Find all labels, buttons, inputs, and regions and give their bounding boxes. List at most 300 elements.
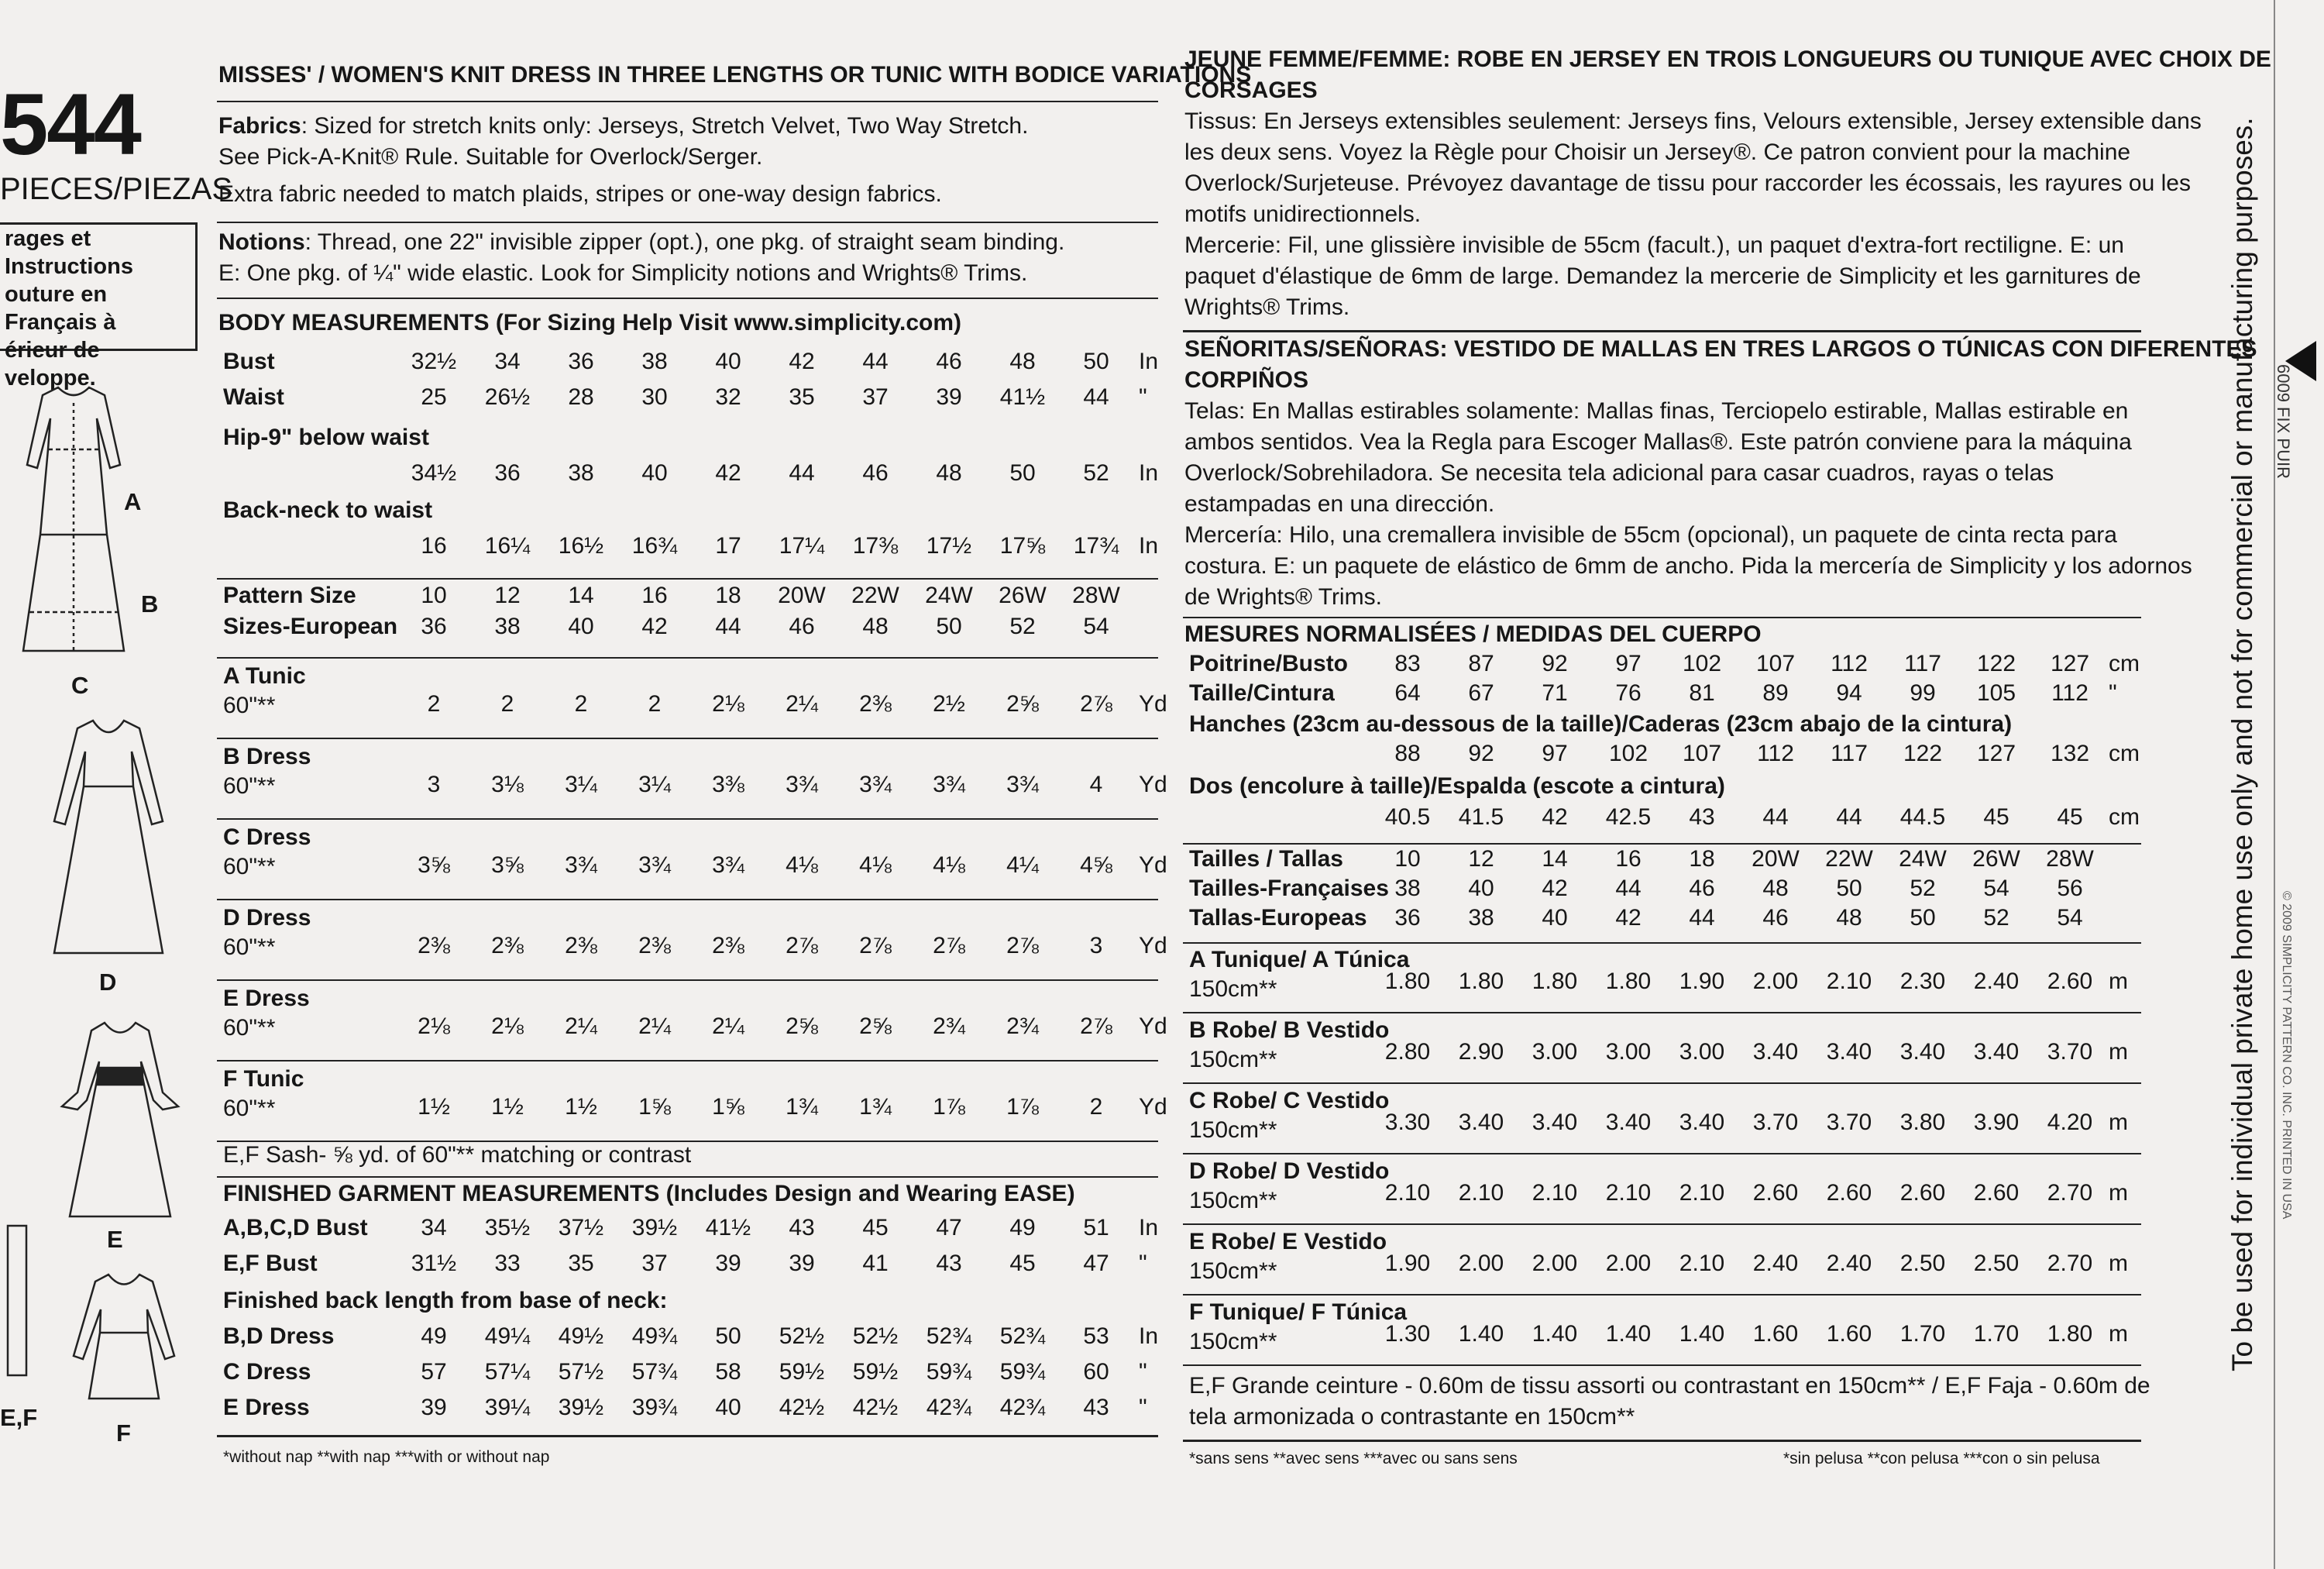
tallas-europeas-row-value: 54: [2057, 905, 2083, 931]
pelusa-footnote: *sin pelusa **con pelusa ***con o sin pelusa: [1783, 1450, 2100, 1467]
hip-row-value: 36: [494, 460, 521, 486]
hanches-row-value: 127: [1976, 741, 2016, 766]
back-neck-row-value: 17¼: [779, 533, 825, 559]
tailles-row: [1183, 846, 2141, 877]
telas-line-2: ambos sentidos. Vea la Regla para Escoger Mallas®. Este patrón conviene para la máquina: [1184, 429, 2132, 455]
tailles-francaises-row-value: 50: [1836, 876, 1862, 901]
european-size-row-value: 54: [1083, 614, 1109, 639]
abcd-bust-row-value: 39½: [631, 1215, 678, 1240]
bd-dress-row: [217, 1323, 1158, 1354]
taille-row-value: 64: [1394, 680, 1421, 706]
tailles-row-value: 20W: [1752, 846, 1800, 872]
metrage-row-value: 1.60: [1752, 1321, 1799, 1347]
yardage-row-value: 3⅝: [491, 852, 524, 878]
metrage-row-value: 3.90: [1973, 1110, 2020, 1135]
metrage-row-unit: m: [2109, 1251, 2128, 1276]
view-letter-f: F: [116, 1419, 131, 1447]
waist-row-value: 35: [789, 384, 815, 410]
poitrine-row-value: 102: [1682, 651, 1722, 676]
ef-bust-row-value: 47: [1083, 1251, 1109, 1276]
notions-text: : Thread, one 22" invisible zipper (opt.), one pkg. of straight seam binding.: [304, 229, 1065, 255]
yardage-row-value: 2¼: [712, 1013, 744, 1039]
tallas-europeas-row-value: 42: [1615, 905, 1642, 931]
e-dress-row-value: 42¾: [999, 1395, 1046, 1420]
divider: [217, 818, 1158, 820]
metrage-row-value: 2.60: [1899, 1180, 1946, 1206]
waist-row-value: 28: [568, 384, 594, 410]
bust-row-value: 36: [568, 349, 594, 374]
telas-line-3: Overlock/Sobrehiladora. Se necesita tela adicional para casar cuadros, rayas o telas: [1184, 460, 2054, 486]
merceria-line-1: Mercería: Hilo, una cremallera invisible de 55cm (opcional), un paquete de cinta recta para: [1184, 522, 2117, 548]
yardage-row-value: 4⅝: [1080, 852, 1112, 878]
fabrics-line-2: See Pick-A-Knit® Rule. Suitable for Overlock/Serger.: [218, 144, 763, 170]
waist-row-value: 25: [421, 384, 447, 410]
fabrics-label: Fabrics: [218, 113, 301, 139]
divider: [1183, 1440, 2141, 1442]
tallas-europeas-row-value: 52: [1983, 905, 2009, 931]
poitrine-row-unit: cm: [2109, 651, 2140, 676]
ef-bust-row-value: 39: [715, 1251, 741, 1276]
metrage-row-value: 1.70: [1899, 1321, 1946, 1347]
metrage-row-value: 1.40: [1458, 1321, 1504, 1347]
metrage-row-value: 4.20: [2047, 1110, 2093, 1135]
fabrics-line-3: Extra fabric needed to match plaids, stripes or one-way design fabrics.: [218, 181, 942, 207]
metrage-row-value: 2.10: [1384, 1180, 1431, 1206]
poitrine-row-label: Poitrine/Busto: [1189, 651, 1349, 676]
dos-row-value: 40.5: [1384, 804, 1431, 830]
tallas-europeas-row-value: 44: [1689, 905, 1715, 931]
metrage-row: [1183, 1110, 2141, 1141]
european-size-row-value: 40: [568, 614, 594, 639]
yardage-row-value: 2¼: [638, 1013, 671, 1039]
poitrine-row-value: 122: [1976, 651, 2016, 676]
yardage-row-value: 3¾: [638, 852, 671, 878]
mercerie-line-1: Mercerie: Fil, une glissière invisible de 55cm (facult.), un paquet d'extra-fort rectiligne. E: un: [1184, 232, 2124, 258]
dos-row: [1183, 804, 2141, 835]
divider: [217, 899, 1158, 900]
yardage-row-unit: Yd: [1139, 1013, 1167, 1039]
ef-bust-row-value: 41: [862, 1251, 889, 1276]
c-dress-row-value: 59¾: [926, 1359, 972, 1385]
yardage-row-value: 2⅛: [712, 691, 744, 717]
hanches-row-value: 112: [1757, 741, 1794, 766]
hip-row-value: 40: [641, 460, 668, 486]
yardage-view-label: E Dress: [223, 986, 310, 1011]
abcd-bust-row-value: 37½: [558, 1215, 604, 1240]
mercerie-line-2: paquet d'élastique de 6mm de large. Demandez la mercerie de Simplicity et les garnitures de: [1184, 263, 2141, 289]
taille-row-label: Taille/Cintura: [1189, 680, 1335, 706]
european-size-row-value: 52: [1009, 614, 1036, 639]
metrage-row-value: 2.10: [1679, 1251, 1725, 1276]
yardage-row-value: 2: [1089, 1094, 1103, 1120]
yardage-view-label: B Dress: [223, 744, 311, 769]
poitrine-row-value: 87: [1468, 651, 1494, 676]
pieces-label: PIECES/PIEZAS: [0, 172, 233, 206]
bust-row-label: Bust: [223, 349, 275, 374]
metrage-view-label: E Robe/ E Vestido: [1189, 1229, 1387, 1254]
waist-row-value: 39: [936, 384, 962, 410]
metrage-row-value: 2.60: [2047, 969, 2093, 994]
abcd-bust-row-value: 51: [1083, 1215, 1109, 1240]
divider: [217, 222, 1158, 223]
metrage-row-value: 3.70: [2047, 1039, 2093, 1065]
notions-line: [218, 228, 1064, 257]
tallas-europeas-row-value: 50: [1910, 905, 1936, 931]
metrage-view-label: F Tunique/ F Túnica: [1189, 1299, 1408, 1325]
yardage-row-value: 2⅞: [933, 933, 965, 958]
metrage-row-unit: m: [2109, 1180, 2128, 1206]
bust-row-value: 48: [1009, 349, 1036, 374]
tailles-francaises-row-value: 48: [1762, 876, 1789, 901]
pattern-size-row-value: 26W: [999, 583, 1047, 608]
divider: [1183, 1082, 2141, 1084]
ef-bust-row-value: 33: [494, 1251, 521, 1276]
tailles-francaises-row-value: 44: [1615, 876, 1642, 901]
view-letter-d: D: [99, 969, 117, 996]
e-dress-row-value: 40: [715, 1395, 741, 1420]
tallas-europeas-row-value: 40: [1542, 905, 1568, 931]
tailles-francaises-row-value: 54: [1983, 876, 2009, 901]
tailles-row-value: 12: [1468, 846, 1494, 872]
yardage-row-unit: Yd: [1139, 1094, 1167, 1120]
e-dress-row-value: 43: [1083, 1395, 1109, 1420]
metric-measurements-header: MESURES NORMALISÉES / MEDIDAS DEL CUERPO: [1184, 621, 1762, 647]
metrage-row-value: 1.80: [1605, 969, 1652, 994]
yardage-row-value: 2¾: [933, 1013, 965, 1039]
divider: [1183, 1364, 2141, 1366]
english-title: MISSES' / WOMEN'S KNIT DRESS IN THREE LENGTHS OR TUNIC WITH BODICE VARIATIONS: [218, 62, 1252, 88]
envelope-edge: [2274, 0, 2275, 1569]
c-dress-row-value: 57¼: [484, 1359, 531, 1385]
divider: [217, 979, 1158, 981]
metrage-row-value: 1.90: [1679, 969, 1725, 994]
abcd-bust-row-value: 47: [936, 1215, 962, 1240]
e-dress-row-value: 39: [421, 1395, 447, 1420]
metrage-row-unit: m: [2109, 1039, 2128, 1065]
hanches-row: [1183, 741, 2141, 772]
french-title-1: JEUNE FEMME/FEMME: ROBE EN JERSEY EN TROIS LONGUEURS OU TUNIQUE AVEC CHOIX DE: [1184, 46, 2271, 72]
bd-dress-row-value: 50: [715, 1323, 741, 1349]
french-instructions-box: [0, 222, 198, 391]
hanches-row-value: 107: [1682, 741, 1722, 766]
metrage-row-value: 2.50: [1973, 1251, 2020, 1276]
hanches-row-unit: cm: [2109, 741, 2140, 766]
yardage-row-value: 3¼: [638, 772, 671, 797]
ef-bust-row-value: 45: [1009, 1251, 1036, 1276]
yardage-row-value: 2: [648, 691, 662, 717]
waist-row-value: 30: [641, 384, 668, 410]
divider: [217, 738, 1158, 739]
yardage-row: [217, 772, 1167, 803]
metrage-row-value: 1.70: [1973, 1321, 2020, 1347]
pattern-size-row-value: 22W: [851, 583, 899, 608]
tailles-francaises-row-value: 46: [1689, 876, 1715, 901]
abcd-bust-row-value: 43: [789, 1215, 815, 1240]
hip-row-value: 38: [568, 460, 594, 486]
body-measurements-header: BODY MEASUREMENTS (For Sizing Help Visit www.simplicity.com): [218, 310, 962, 335]
dos-label: Dos (encolure à taille)/Espalda (escote a cintura): [1189, 773, 1725, 799]
hanches-label: Hanches (23cm au-dessous de la taille)/Caderas (23cm abajo de la cintura): [1189, 711, 2013, 737]
divider: [1183, 1294, 2141, 1295]
copyright-line: © 2009 SIMPLICITY PATTERN CO. INC. PRINTED IN USA: [2280, 891, 2293, 1220]
ef-bust-row-value: 37: [641, 1251, 668, 1276]
pattern-size-row-value: 20W: [778, 583, 826, 608]
back-neck-row: [217, 533, 1158, 564]
tailles-row-value: 10: [1394, 846, 1421, 872]
european-size-row-value: 46: [789, 614, 815, 639]
metrage-row: [1183, 1321, 2141, 1352]
dos-row-unit: cm: [2109, 804, 2140, 830]
yardage-row-value: 3⅝: [418, 852, 450, 878]
taille-row-value: 105: [1976, 680, 2016, 706]
metrage-view-label: C Robe/ C Vestido: [1189, 1088, 1390, 1113]
yardage-row-value: 4⅛: [933, 852, 965, 878]
dos-row-value: 44: [1762, 804, 1789, 830]
hip-row-value: 44: [789, 460, 815, 486]
metrage-row-value: 1.80: [2047, 1321, 2093, 1347]
hip-label: Hip-9" below waist: [223, 425, 429, 450]
metrage-row-value: 2.60: [1973, 1180, 2020, 1206]
merceria-line-2: costura. E: un paquete de elástico de 6mm de ancho. Pida la mercería de Simplicity y los adornos: [1184, 553, 2192, 579]
c-dress-row: [217, 1359, 1158, 1390]
back-neck-label: Back-neck to waist: [223, 497, 433, 523]
hip-row-value: 34½: [411, 460, 457, 486]
e-dress-row-value: 39½: [558, 1395, 604, 1420]
yardage-fabric-width: 60"**: [223, 773, 276, 799]
divider: [1183, 1153, 2141, 1154]
yardage-fabric-width: 60"**: [223, 934, 276, 960]
european-size-row-value: 50: [936, 614, 962, 639]
yardage-row-value: 3¼: [565, 772, 597, 797]
bust-row-value: 46: [936, 349, 962, 374]
taille-row-value: 89: [1762, 680, 1789, 706]
yardage-row-value: 4⅛: [859, 852, 892, 878]
e-dress-row-value: 42¾: [926, 1395, 972, 1420]
metrage-row-value: 2.70: [2047, 1251, 2093, 1276]
bd-dress-row-value: 49½: [558, 1323, 604, 1349]
tailles-francaises-row-value: 38: [1394, 876, 1421, 901]
metrage-row-value: 3.40: [1973, 1039, 2020, 1065]
metrage-row-value: 2.50: [1899, 1251, 1946, 1276]
metrage-row: [1183, 1039, 2141, 1070]
c-dress-row-value: 60: [1083, 1359, 1109, 1385]
lang-box-line: rages et Instructions: [5, 226, 133, 279]
taille-row-unit: ": [2109, 680, 2117, 706]
pattern-size-row-value: 16: [641, 583, 668, 608]
yardage-row-value: 3⅜: [712, 772, 744, 797]
nap-footnote: *without nap **with nap ***with or without nap: [223, 1448, 550, 1466]
tallas-europeas-row: [1183, 905, 2141, 936]
tissus-line-3: Overlock/Surjeteuse. Prévoyez davantage de tissu pour raccorder les écossais, les rayures ou les: [1184, 170, 2191, 196]
waist-row-label: Waist: [223, 384, 284, 410]
tailles-row-value: 26W: [1972, 846, 2020, 872]
bd-dress-row-unit: In: [1139, 1323, 1159, 1349]
hanches-row-value: 97: [1542, 741, 1568, 766]
merceria-line-3: de Wrights® Trims.: [1184, 584, 1382, 610]
waist-row: [217, 384, 1158, 415]
back-neck-row-value: 16¼: [484, 533, 531, 559]
metrage-row-value: 3.70: [1752, 1110, 1799, 1135]
notions-line-2: E: One pkg. of ¼" wide elastic. Look for Simplicity notions and Wrights® Trims.: [218, 260, 1028, 286]
poitrine-row-value: 97: [1615, 651, 1642, 676]
metrage-row-unit: m: [2109, 1321, 2128, 1347]
metrage-fabric-width: 150cm**: [1189, 1047, 1277, 1072]
metrage-row-value: 3.70: [1826, 1110, 1872, 1135]
metrage-row-value: 2.40: [1973, 969, 2020, 994]
divider: [217, 578, 1158, 580]
metrage-row-value: 1.80: [1532, 969, 1578, 994]
yardage-row-value: 2⅞: [1080, 691, 1112, 717]
notions-label: Notions: [218, 229, 305, 255]
divider: [1183, 330, 2141, 332]
hip-row-value: 48: [936, 460, 962, 486]
metrage-row-value: 1.60: [1826, 1321, 1872, 1347]
yardage-row-value: 2⅜: [638, 933, 671, 958]
yardage-row-value: 2: [500, 691, 514, 717]
divider: [217, 1176, 1158, 1178]
finished-measurements-header: FINISHED GARMENT MEASUREMENTS (Includes Design and Wearing EASE): [223, 1181, 1075, 1206]
back-neck-row-value: 16: [421, 533, 447, 559]
view-letter-e: E: [107, 1226, 123, 1253]
yardage-row-value: 1½: [491, 1094, 524, 1120]
metrage-row-value: 1.80: [1458, 969, 1504, 994]
tailles-row-label: Tailles / Tallas: [1189, 846, 1343, 872]
yardage-row-value: 4⅛: [786, 852, 818, 878]
abcd-bust-row: [217, 1215, 1158, 1246]
envelope-left-strip: [0, 0, 233, 1569]
pattern-number: 544: [0, 76, 140, 173]
ef-bust-row-label: E,F Bust: [223, 1251, 318, 1276]
tailles-row-value: 16: [1615, 846, 1642, 872]
yardage-row-value: 2: [574, 691, 588, 717]
poitrine-row-value: 92: [1542, 651, 1568, 676]
bust-row-value: 44: [862, 349, 889, 374]
bd-dress-row-value: 49: [421, 1323, 447, 1349]
poitrine-row-value: 83: [1394, 651, 1421, 676]
e-dress-row-unit: ": [1139, 1395, 1147, 1420]
divider: [1183, 843, 2141, 845]
metrage-view-label: D Robe/ D Vestido: [1189, 1158, 1390, 1184]
dos-row-value: 41.5: [1458, 804, 1504, 830]
yardage-row-value: 3⅛: [491, 772, 524, 797]
view-letter-ef: E,F: [0, 1404, 38, 1431]
yardage-row-value: 2¼: [565, 1013, 597, 1039]
poitrine-row: [1183, 651, 2141, 682]
european-size-row: [217, 614, 1158, 645]
ceinture-line-2: tela armonizada o contrastante en 150cm**: [1189, 1404, 1635, 1430]
bd-dress-row-value: 52¾: [999, 1323, 1046, 1349]
waist-row-unit: ": [1139, 384, 1147, 410]
yardage-row-value: 3: [1089, 933, 1103, 958]
pattern-size-row-value: 18: [715, 583, 741, 608]
yardage-row-unit: Yd: [1139, 933, 1167, 958]
ef-bust-row-value: 31½: [411, 1251, 457, 1276]
dos-row-value: 42: [1542, 804, 1568, 830]
telas-line-1: Telas: En Mallas estirables solamente: Mallas finas, Terciopelo estirable, Mallas estirable en: [1184, 398, 2129, 424]
tallas-europeas-row-value: 48: [1836, 905, 1862, 931]
taille-row-value: 112: [2051, 680, 2089, 706]
divider: [217, 1060, 1158, 1061]
back-neck-row-value: 17¾: [1073, 533, 1119, 559]
metrage-row-value: 3.00: [1532, 1039, 1578, 1065]
pattern-size-row-value: 28W: [1072, 583, 1120, 608]
tailles-francaises-row-value: 42: [1542, 876, 1568, 901]
metrage-row-value: 1.80: [1384, 969, 1431, 994]
tailles-row-value: 14: [1542, 846, 1568, 872]
metrage-row-value: 2.00: [1532, 1251, 1578, 1276]
c-dress-row-value: 59½: [779, 1359, 825, 1385]
yardage-view-label: C Dress: [223, 824, 311, 850]
yardage-row-value: 2⅝: [786, 1013, 818, 1039]
tallas-europeas-row-label: Tallas-Europeas: [1189, 905, 1367, 931]
abcd-bust-row-label: A,B,C,D Bust: [223, 1215, 368, 1240]
fabrics-line: [218, 112, 1028, 141]
metrage-fabric-width: 150cm**: [1189, 1188, 1277, 1213]
yardage-fabric-width: 60"**: [223, 854, 276, 879]
fabrics-text: : Sized for stretch knits only: Jerseys, Stretch Velvet, Two Way Stretch.: [301, 113, 1029, 139]
european-size-row-label: Sizes-European: [223, 614, 398, 639]
yardage-row: [217, 691, 1167, 722]
metrage-fabric-width: 150cm**: [1189, 976, 1277, 1002]
hip-row-value: 52: [1083, 460, 1109, 486]
yardage-row-value: 2⅝: [859, 1013, 892, 1039]
metrage-row-value: 1.40: [1532, 1321, 1578, 1347]
metrage-row-value: 1.40: [1679, 1321, 1725, 1347]
yardage-row-value: 1⅞: [933, 1094, 965, 1120]
divider: [1183, 1012, 2141, 1013]
metrage-row-value: 3.40: [1679, 1110, 1725, 1135]
metrage-row-value: 3.40: [1458, 1110, 1504, 1135]
poitrine-row-value: 107: [1755, 651, 1796, 676]
tailles-row-value: 22W: [1825, 846, 1873, 872]
sash-yardage: E,F Sash- ⅝ yd. of 60"** matching or contrast: [223, 1142, 692, 1168]
metrage-row-value: 3.80: [1899, 1110, 1946, 1135]
yardage-row-value: 2⅞: [859, 933, 892, 958]
abcd-bust-row-value: 41½: [705, 1215, 751, 1240]
poitrine-row-value: 127: [2050, 651, 2090, 676]
divider: [1183, 617, 2141, 618]
ceinture-line-1: E,F Grande ceinture - 0.60m de tissu assorti ou contrastant en 150cm** / E,F Faja - 0.60m de: [1189, 1373, 2150, 1399]
poitrine-row-value: 117: [1904, 651, 1941, 676]
tailles-francaises-row: [1183, 876, 2141, 907]
yardage-view-label: F Tunic: [223, 1066, 304, 1092]
metrage-row-value: 2.80: [1384, 1039, 1431, 1065]
divider: [217, 1435, 1158, 1437]
tissus-line-4: motifs unidirectionnels.: [1184, 201, 1422, 227]
yardage-row: [217, 933, 1167, 964]
e-dress-row-value: 39¾: [631, 1395, 678, 1420]
metrage-row-value: 3.30: [1384, 1110, 1431, 1135]
yardage-fabric-width: 60"**: [223, 693, 276, 718]
dos-row-value: 42.5: [1605, 804, 1652, 830]
dos-row-value: 43: [1689, 804, 1715, 830]
ef-bust-row-value: 35: [568, 1251, 594, 1276]
yardage-row-value: 3¾: [859, 772, 892, 797]
tunic-f-sketch: [66, 1271, 182, 1402]
metrage-row-unit: m: [2109, 969, 2128, 994]
tailles-row-value: 28W: [2046, 846, 2094, 872]
view-letter-c: C: [71, 672, 89, 699]
yardage-row-value: 2⅛: [418, 1013, 450, 1039]
lang-box-line: veloppe.: [5, 366, 96, 391]
back-neck-row-value: 16¾: [631, 533, 678, 559]
taille-row: [1183, 680, 2141, 711]
yardage-row-value: 2⅜: [418, 933, 450, 958]
yardage-view-label: D Dress: [223, 905, 311, 931]
metrage-row: [1183, 969, 2141, 1000]
lang-box-line: érieur de: [5, 338, 100, 363]
ef-bust-row-unit: ": [1139, 1251, 1147, 1276]
